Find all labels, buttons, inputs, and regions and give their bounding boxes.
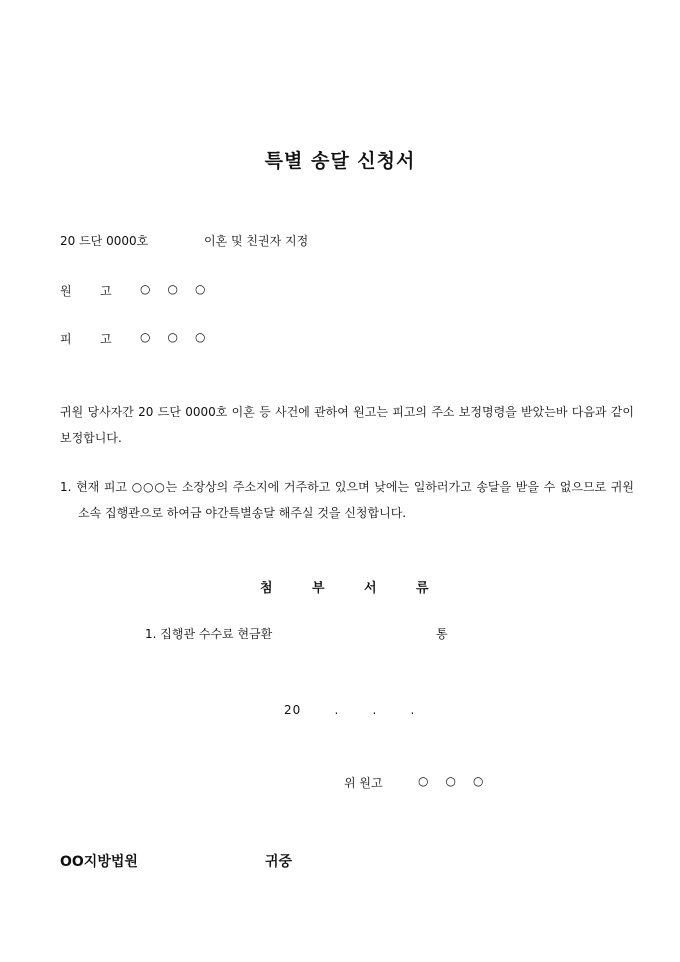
body-paragraph: 귀원 당사자간 20 드단 0000호 이혼 등 사건에 관하여 원고는 피고의 주소 보정명령을 받았는바 다음과 같이 보정합니다. bbox=[60, 405, 634, 445]
attachments-heading-char: 류 bbox=[416, 581, 429, 596]
attachments-heading-char: 부 bbox=[312, 581, 325, 596]
filing-date bbox=[284, 703, 415, 717]
defendant-label-char-2: 고 bbox=[100, 332, 112, 346]
date-year: 20 bbox=[284, 703, 302, 717]
signer-label: 위 원고 bbox=[344, 776, 383, 790]
court-honorific: 귀중 bbox=[265, 854, 293, 870]
plaintiff-name: ○○○ bbox=[140, 282, 223, 296]
attachment-item-unit: 통 bbox=[436, 627, 448, 641]
date-dot: . bbox=[410, 703, 416, 717]
document-title: 특별 송달 신청서 bbox=[264, 150, 416, 172]
plaintiff-label-char-1: 원 bbox=[60, 284, 72, 298]
defendant-label bbox=[60, 330, 112, 347]
attachment-item-label: 1. 집행관 수수료 현금환 bbox=[145, 627, 273, 641]
attachments-heading bbox=[260, 577, 468, 596]
attachments-heading-char: 서 bbox=[364, 581, 377, 596]
case-number: 20 드단 0000호 bbox=[60, 234, 149, 248]
case-name: 이혼 및 친권자 지정 bbox=[204, 234, 309, 248]
signer-name: ○○○ bbox=[418, 774, 501, 788]
attachments-heading-char: 첨 bbox=[260, 581, 273, 596]
request-item: 1. 현재 피고 ○○○는 소장상의 주소지에 거주하고 있으며 낮에는 일하러가고 송달을 받을 수 없으므로 귀원 소속 집행관으로 하여금 야간특별송달 해주실 것을 신청합니다. bbox=[60, 480, 634, 520]
date-dot: . bbox=[334, 703, 340, 717]
defendant-name: ○○○ bbox=[140, 330, 223, 344]
plaintiff-label bbox=[60, 282, 112, 299]
defendant-label-char-1: 피 bbox=[60, 332, 72, 346]
plaintiff-label-char-2: 고 bbox=[100, 284, 112, 298]
court-name: OO지방법원 bbox=[60, 854, 138, 870]
date-dot: . bbox=[372, 703, 378, 717]
